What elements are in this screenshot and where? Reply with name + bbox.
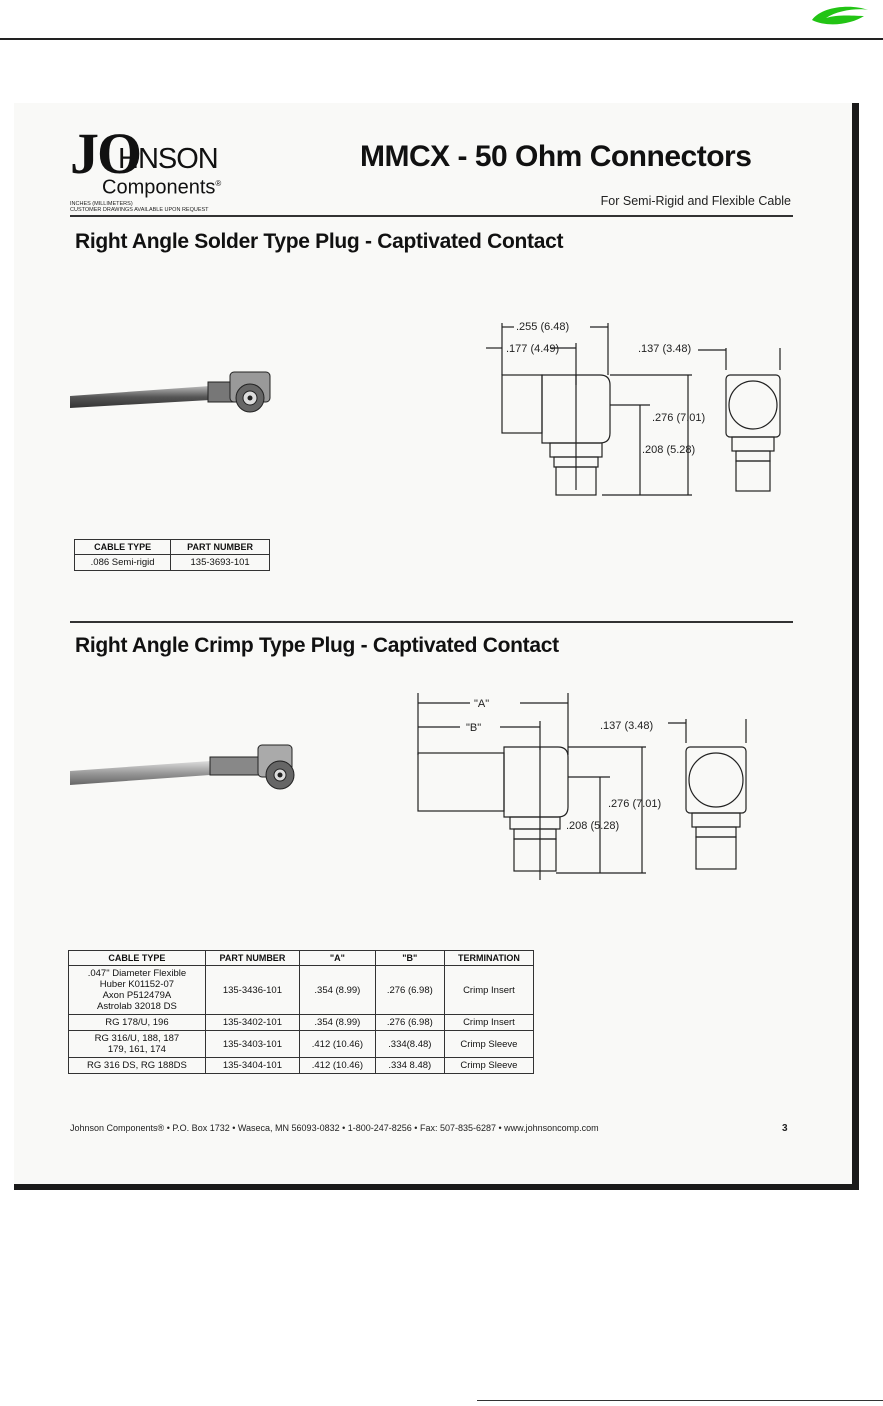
table-row [69, 1058, 534, 1074]
table-cell: .354 (8.99) [299, 966, 375, 1015]
table-cell: .334(8.48) [375, 1031, 444, 1058]
table-cell: 135-3436-101 [205, 966, 299, 1015]
scan-edge-right [852, 103, 859, 1190]
table-cell: .412 (10.46) [299, 1031, 375, 1058]
crimp-plug-drawing [410, 685, 800, 885]
section2-title: Right Angle Crimp Type Plug - Captivated Contact [75, 634, 559, 657]
table-row [75, 555, 270, 571]
table-header-cell: CABLE TYPE [69, 951, 206, 966]
table-cell: .276 (6.98) [375, 1015, 444, 1031]
table-cell: 135-3402-101 [205, 1015, 299, 1031]
footer-contact: Johnson Components® • P.O. Box 1732 • Waseca, MN 56093-0832 • 1-800-247-8256 • Fax: 507-835-6287 • www.johnsoncomp.com [70, 1123, 599, 1133]
footer-rule [477, 1400, 883, 1401]
page-title: MMCX - 50 Ohm Connectors [360, 140, 752, 173]
logo-hnson: HNSON [118, 143, 218, 175]
table-cell: .354 (8.99) [299, 1015, 375, 1031]
dim-overall: .255 (6.48) [516, 321, 570, 333]
dim-height: .276 (7.01) [652, 412, 706, 424]
solder-plug-drawing [480, 315, 800, 505]
table-header-cell: PART NUMBER [205, 951, 299, 966]
solder-spec-table [74, 539, 270, 571]
drawings-note: CUSTOMER DRAWINGS AVAILABLE UPON REQUEST [70, 207, 209, 213]
solder-plug-photo [70, 360, 280, 430]
page-number: 3 [782, 1123, 788, 1134]
page-subtitle: For Semi-Rigid and Flexible Cable [600, 194, 791, 208]
table-row [69, 1015, 534, 1031]
table-row [69, 966, 534, 1015]
table-cell: .412 (10.46) [299, 1058, 375, 1074]
table-cell: Crimp Sleeve [444, 1058, 533, 1074]
table-cell: .047" Diameter Flexible Huber K01152-07 Axon P512479A Astrolab 32018 DS [69, 966, 206, 1015]
table-cell: Crimp Insert [444, 1015, 533, 1031]
table-cell: 135-3404-101 [205, 1058, 299, 1074]
logo-jo: JO [70, 121, 141, 186]
section-divider [70, 621, 793, 623]
table-cell: 135-3693-101 [171, 555, 270, 571]
table-header-cell: PART NUMBER [171, 540, 270, 555]
table-cell: Crimp Insert [444, 966, 533, 1015]
table-cell: RG 316/U, 188, 187 179, 161, 174 [69, 1031, 206, 1058]
dim-width: .137 (3.48) [638, 343, 692, 355]
logo-components: Components® [102, 176, 222, 199]
table-cell: .276 (6.98) [375, 966, 444, 1015]
dim-lower: .208 (5.28) [566, 820, 620, 832]
table-header-cell: CABLE TYPE [75, 540, 171, 555]
corner-logo-icon [808, 2, 872, 28]
section1-title: Right Angle Solder Type Plug - Captivated Contact [75, 230, 564, 253]
table-header-cell: "A" [299, 951, 375, 966]
crimp-plug-photo [70, 735, 310, 805]
title-rule [70, 215, 793, 217]
scan-edge-bottom [14, 1184, 859, 1190]
header-rule [0, 38, 883, 40]
table-cell: RG 178/U, 196 [69, 1015, 206, 1031]
table-row [69, 1031, 534, 1058]
dim-width: .137 (3.48) [600, 720, 654, 732]
table-header-row [75, 540, 270, 555]
dim-height: .276 (7.01) [608, 798, 662, 810]
table-cell: .334 8.48) [375, 1058, 444, 1074]
table-header-cell: TERMINATION [444, 951, 533, 966]
table-cell: .086 Semi-rigid [75, 555, 171, 571]
table-cell: 135-3403-101 [205, 1031, 299, 1058]
dim-b: "B" [466, 722, 482, 734]
table-cell: Crimp Sleeve [444, 1031, 533, 1058]
table-header-cell: "B" [375, 951, 444, 966]
dim-a: "A" [474, 698, 490, 710]
table-cell: RG 316 DS, RG 188DS [69, 1058, 206, 1074]
table-header-row [69, 951, 534, 966]
units-note: INCHES (MILLIMETERS) [70, 201, 133, 207]
dim-offset: .177 (4.49) [506, 343, 560, 355]
johnson-logo [70, 121, 245, 200]
dim-lower: .208 (5.28) [642, 444, 696, 456]
crimp-spec-table [68, 950, 534, 1074]
